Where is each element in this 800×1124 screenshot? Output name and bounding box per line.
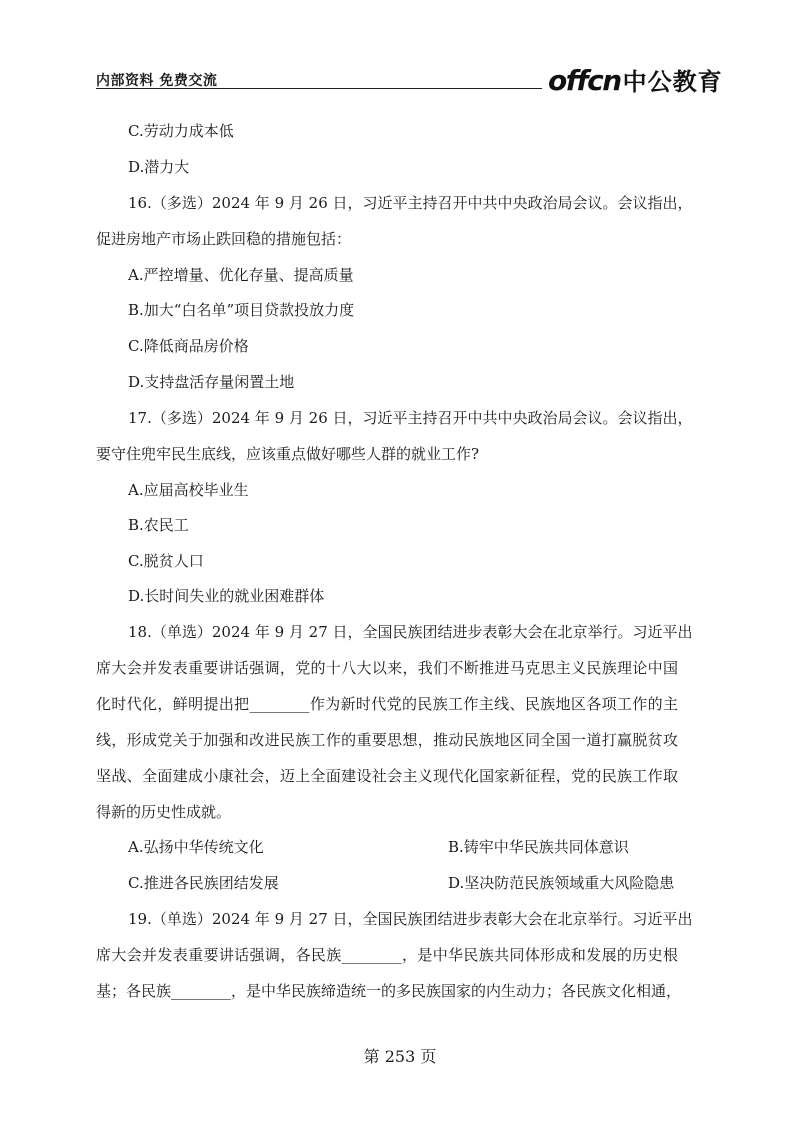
q17-option-a: A.应届高校毕业生 (128, 481, 249, 499)
q18-stem-line-5: 坚战、全面建成小康社会，迈上全面建设社会主义现代化国家新征程，党的民族工作取 (96, 767, 678, 785)
q16-option-a: A.严控增量、优化存量、提高质量 (128, 266, 354, 284)
header-label: 内部资料 免费交流 (96, 73, 218, 89)
q19-stem-line-3: 基；各民族________，是中华民族缔造统一的多民族国家的内生动力；各民族文化相通， (96, 982, 682, 1000)
page-header (96, 64, 723, 97)
q16-option-b: B.加大“白名单”项目贷款投放力度 (128, 301, 355, 319)
q18-option-c: C.推进各民族团结发展 (128, 874, 279, 892)
logo-cn-text: 中公教育 (622, 68, 723, 96)
q15-option-c: C.劳动力成本低 (128, 122, 234, 140)
q18-stem-line-6: 得新的历史性成就。 (96, 803, 232, 821)
q17-option-b: B.农民工 (128, 516, 189, 534)
logo-en-text: offcn (548, 64, 621, 97)
q16-stem-line-2: 促进房地产市场止跌回稳的措施包括： (96, 230, 352, 248)
q18-option-b: B.铸牢中华民族共同体意识 (448, 838, 629, 856)
q17-option-d: D.长时间失业的就业困难群体 (128, 587, 325, 605)
q17-option-c: C.脱贫人口 (128, 552, 204, 570)
q16-option-d: D.支持盘活存量闲置土地 (128, 373, 295, 391)
q18-stem-line-3: 化时代化，鲜明提出把________作为新时代党的民族工作主线、民族地区各项工作的主 (96, 695, 678, 713)
q16-stem-line-1: 16.（多选）2024 年 9 月 26 日，习近平主持召开中共中央政治局会议。会议指出， (128, 194, 693, 212)
q18-stem-line-1: 18.（单选）2024 年 9 月 27 日，全国民族团结进步表彰大会在北京举行。习近平出 (128, 623, 693, 641)
q15-option-d: D.潜力大 (128, 158, 190, 176)
q17-stem-line-2: 要守住兜牢民生底线，应该重点做好哪些人群的就业工作? (96, 445, 480, 463)
offcn-logo (548, 62, 723, 97)
page-number: 第 253 页 (363, 1047, 437, 1066)
q19-stem-line-2: 席大会并发表重要讲话强调，各民族________，是中华民族共同体形成和发展的历史根 (96, 946, 678, 964)
q16-option-c: C.降低商品房价格 (128, 337, 249, 355)
q18-stem-line-2: 席大会并发表重要讲话强调，党的十八大以来，我们不断推进马克思主义民族理论中国 (96, 659, 678, 677)
q18-option-d: D.坚决防范民族领域重大风险隐患 (448, 874, 675, 892)
header-rule (96, 88, 542, 89)
q18-option-a: A.弘扬中华传统文化 (128, 838, 264, 856)
q19-stem-line-1: 19.（单选）2024 年 9 月 27 日，全国民族团结进步表彰大会在北京举行。习近平出 (128, 910, 693, 928)
q17-stem-line-1: 17.（多选）2024 年 9 月 26 日，习近平主持召开中共中央政治局会议。会议指出， (128, 409, 693, 427)
q18-stem-line-4: 线，形成党关于加强和改进民族工作的重要思想，推动民族地区同全国一道打赢脱贫攻 (96, 731, 678, 749)
